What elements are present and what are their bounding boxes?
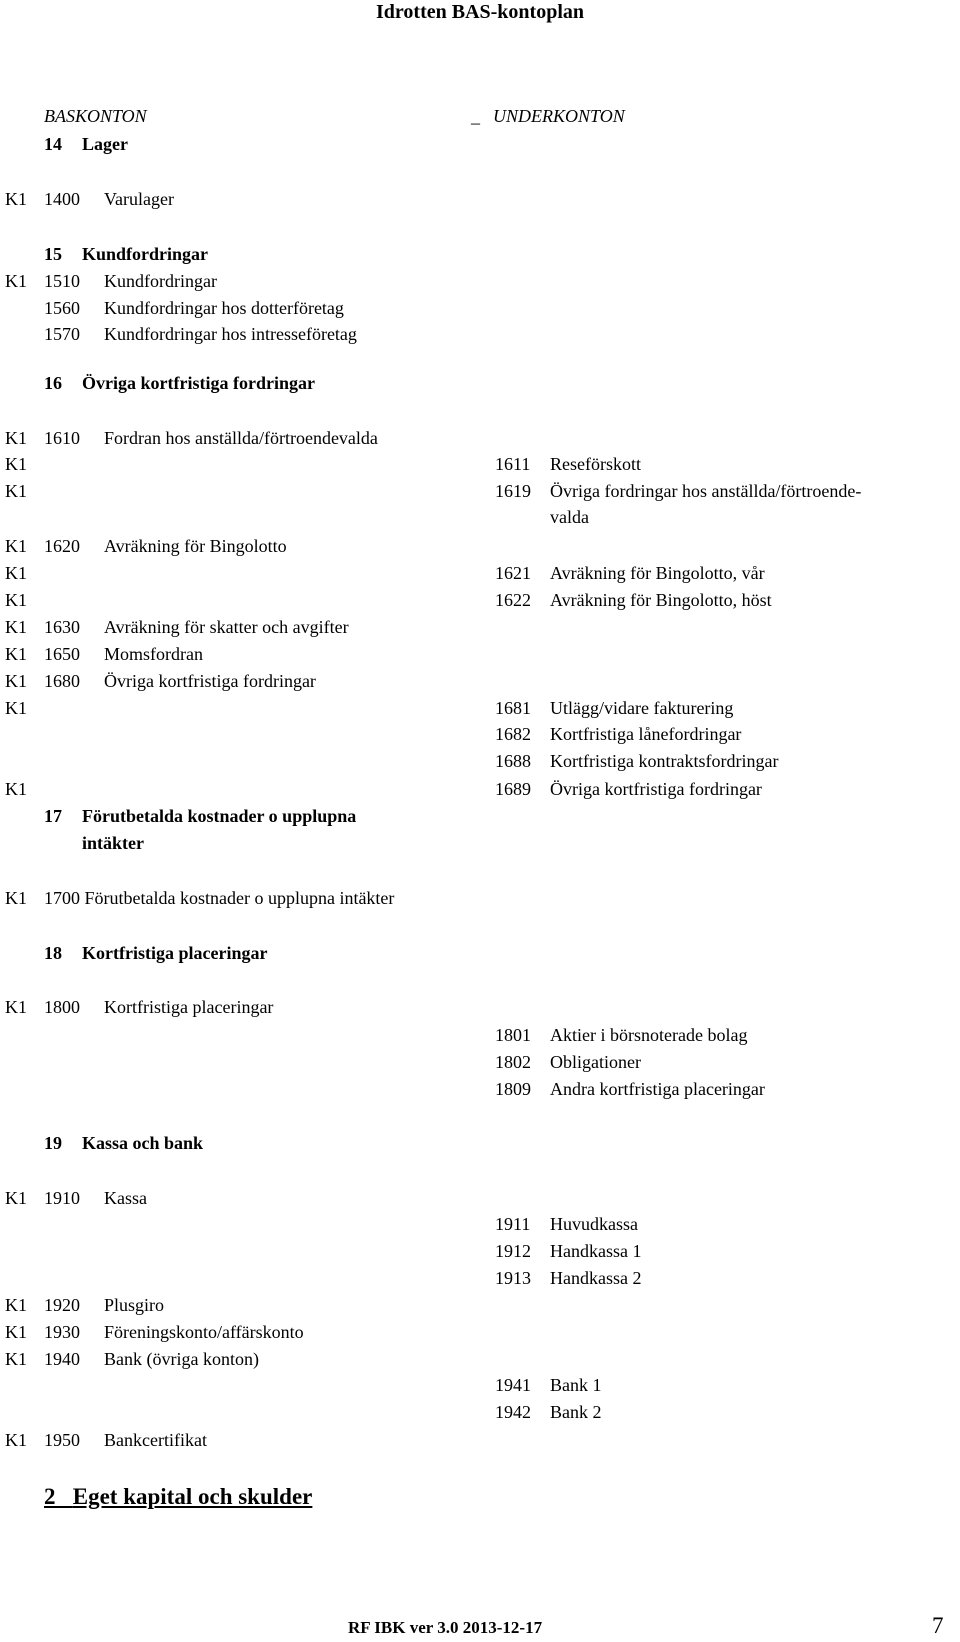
column-header-underkonton: UNDERKONTON bbox=[493, 106, 625, 126]
column-header-baskonton: BASKONTON bbox=[44, 106, 147, 126]
account-line: 1700 Förutbetalda kostnader o upplupna intäkter bbox=[44, 888, 395, 908]
account-name: Bankcertifikat bbox=[104, 1430, 207, 1450]
k1-marker: K1 bbox=[5, 536, 27, 556]
group-title: Förutbetalda kostnader o upplupna bbox=[82, 806, 357, 826]
subaccount-name: Utlägg/vidare fakturering bbox=[550, 698, 734, 718]
account-code: 1680 bbox=[44, 671, 80, 691]
account-code: 1620 bbox=[44, 536, 80, 556]
subaccount-code: 1681 bbox=[495, 698, 531, 718]
subaccount-name: Avräkning för Bingolotto, höst bbox=[550, 590, 772, 610]
subaccount-code: 1941 bbox=[495, 1375, 531, 1395]
k1-marker: K1 bbox=[5, 590, 27, 610]
subaccount-code: 1942 bbox=[495, 1402, 531, 1422]
k1-marker: K1 bbox=[5, 617, 27, 637]
k1-marker: K1 bbox=[5, 997, 27, 1017]
account-name: Avräkning för Bingolotto bbox=[104, 536, 287, 556]
account-name: Kortfristiga placeringar bbox=[104, 997, 274, 1017]
group-code: 17 bbox=[44, 806, 62, 826]
account-code: 1800 bbox=[44, 997, 80, 1017]
group-code: 19 bbox=[44, 1133, 62, 1153]
subaccount-code: 1911 bbox=[495, 1214, 531, 1234]
group-code: 16 bbox=[44, 373, 62, 393]
section-number: 2 bbox=[44, 1484, 56, 1509]
k1-marker: K1 bbox=[5, 1349, 27, 1369]
account-name: Plusgiro bbox=[104, 1295, 165, 1315]
subaccount-name: Reseförskott bbox=[550, 454, 641, 474]
subaccount-code: 1801 bbox=[495, 1025, 531, 1045]
group-code: 15 bbox=[44, 244, 62, 264]
account-code: 1930 bbox=[44, 1322, 80, 1342]
subaccount-code: 1621 bbox=[495, 563, 531, 583]
account-code: 1630 bbox=[44, 617, 80, 637]
page-title: Idrotten BAS-kontoplan bbox=[375, 1, 585, 23]
group-code: 14 bbox=[44, 134, 62, 154]
group-code: 18 bbox=[44, 943, 62, 963]
k1-marker: K1 bbox=[5, 1188, 27, 1208]
account-name: Kundfordringar hos intresseföretag bbox=[104, 324, 357, 344]
subaccount-code: 1682 bbox=[495, 724, 531, 744]
subaccount-code: 1913 bbox=[495, 1268, 531, 1288]
subaccount-name: Bank 1 bbox=[550, 1375, 602, 1395]
account-code: 1610 bbox=[44, 428, 80, 448]
k1-marker: K1 bbox=[5, 428, 27, 448]
subaccount-code: 1809 bbox=[495, 1079, 531, 1099]
account-code: 1920 bbox=[44, 1295, 80, 1315]
account-name: Varulager bbox=[104, 189, 174, 209]
subaccount-name: Andra kortfristiga placeringar bbox=[550, 1079, 765, 1099]
account-code: 1560 bbox=[44, 298, 80, 318]
account-code: 1570 bbox=[44, 324, 80, 344]
account-name: Kundfordringar bbox=[104, 271, 217, 291]
k1-marker: K1 bbox=[5, 779, 27, 799]
group-title: Kortfristiga placeringar bbox=[82, 943, 268, 963]
subaccount-name: Huvudkassa bbox=[550, 1214, 638, 1234]
section-heading bbox=[44, 1484, 312, 1510]
k1-marker: K1 bbox=[5, 698, 27, 718]
account-code: 1650 bbox=[44, 644, 80, 664]
column-header-dash: _ bbox=[471, 106, 480, 126]
account-name: Bank (övriga konton) bbox=[104, 1349, 259, 1369]
account-code: 1400 bbox=[44, 189, 80, 209]
subaccount-code: 1689 bbox=[495, 779, 531, 799]
subaccount-code: 1802 bbox=[495, 1052, 531, 1072]
subaccount-name: Kortfristiga lånefordringar bbox=[550, 724, 742, 744]
k1-marker: K1 bbox=[5, 563, 27, 583]
subaccount-name: Övriga fordringar hos anställda/förtroende- bbox=[550, 481, 862, 501]
subaccount-name: Handkassa 2 bbox=[550, 1268, 642, 1288]
k1-marker: K1 bbox=[5, 644, 27, 664]
subaccount-code: 1688 bbox=[495, 751, 531, 771]
k1-marker: K1 bbox=[5, 189, 27, 209]
subaccount-name: Handkassa 1 bbox=[550, 1241, 642, 1261]
account-name: Kundfordringar hos dotterföretag bbox=[104, 298, 344, 318]
subaccount-name: Kortfristiga kontraktsfordringar bbox=[550, 751, 779, 771]
account-name: Momsfordran bbox=[104, 644, 203, 664]
subaccount-code: 1622 bbox=[495, 590, 531, 610]
page-number: 7 bbox=[932, 1613, 944, 1638]
k1-marker: K1 bbox=[5, 888, 27, 908]
k1-marker: K1 bbox=[5, 1322, 27, 1342]
k1-marker: K1 bbox=[5, 1295, 27, 1315]
group-title: Lager bbox=[82, 134, 128, 154]
subaccount-code: 1611 bbox=[495, 454, 531, 474]
subaccount-name: Bank 2 bbox=[550, 1402, 602, 1422]
account-name: Avräkning för skatter och avgifter bbox=[104, 617, 349, 637]
account-code: 1940 bbox=[44, 1349, 80, 1369]
account-name: Föreningskonto/affärskonto bbox=[104, 1322, 304, 1342]
group-title: Övriga kortfristiga fordringar bbox=[82, 373, 315, 393]
k1-marker: K1 bbox=[5, 481, 27, 501]
k1-marker: K1 bbox=[5, 671, 27, 691]
group-title: Kassa och bank bbox=[82, 1133, 204, 1153]
k1-marker: K1 bbox=[5, 271, 27, 291]
subaccount-name: Övriga kortfristiga fordringar bbox=[550, 779, 762, 799]
account-name: Övriga kortfristiga fordringar bbox=[104, 671, 316, 691]
subaccount-name: Avräkning för Bingolotto, vår bbox=[550, 563, 765, 583]
subaccount-name-continuation: valda bbox=[550, 507, 589, 527]
group-title: Kundfordringar bbox=[82, 244, 209, 264]
footer-version: RF IBK ver 3.0 2013-12-17 bbox=[348, 1618, 543, 1637]
subaccount-name: Aktier i börsnoterade bolag bbox=[550, 1025, 748, 1045]
account-code: 1910 bbox=[44, 1188, 80, 1208]
k1-marker: K1 bbox=[5, 1430, 27, 1450]
account-code: 1510 bbox=[44, 271, 80, 291]
subaccount-code: 1619 bbox=[495, 481, 531, 501]
subaccount-name: Obligationer bbox=[550, 1052, 641, 1072]
account-code: 1950 bbox=[44, 1430, 80, 1450]
account-name: Fordran hos anställda/förtroendevalda bbox=[104, 428, 378, 448]
group-title-continuation: intäkter bbox=[82, 833, 144, 853]
k1-marker: K1 bbox=[5, 454, 27, 474]
account-name: Kassa bbox=[104, 1188, 147, 1208]
subaccount-code: 1912 bbox=[495, 1241, 531, 1261]
section-title: Eget kapital och skulder bbox=[72, 1484, 313, 1509]
